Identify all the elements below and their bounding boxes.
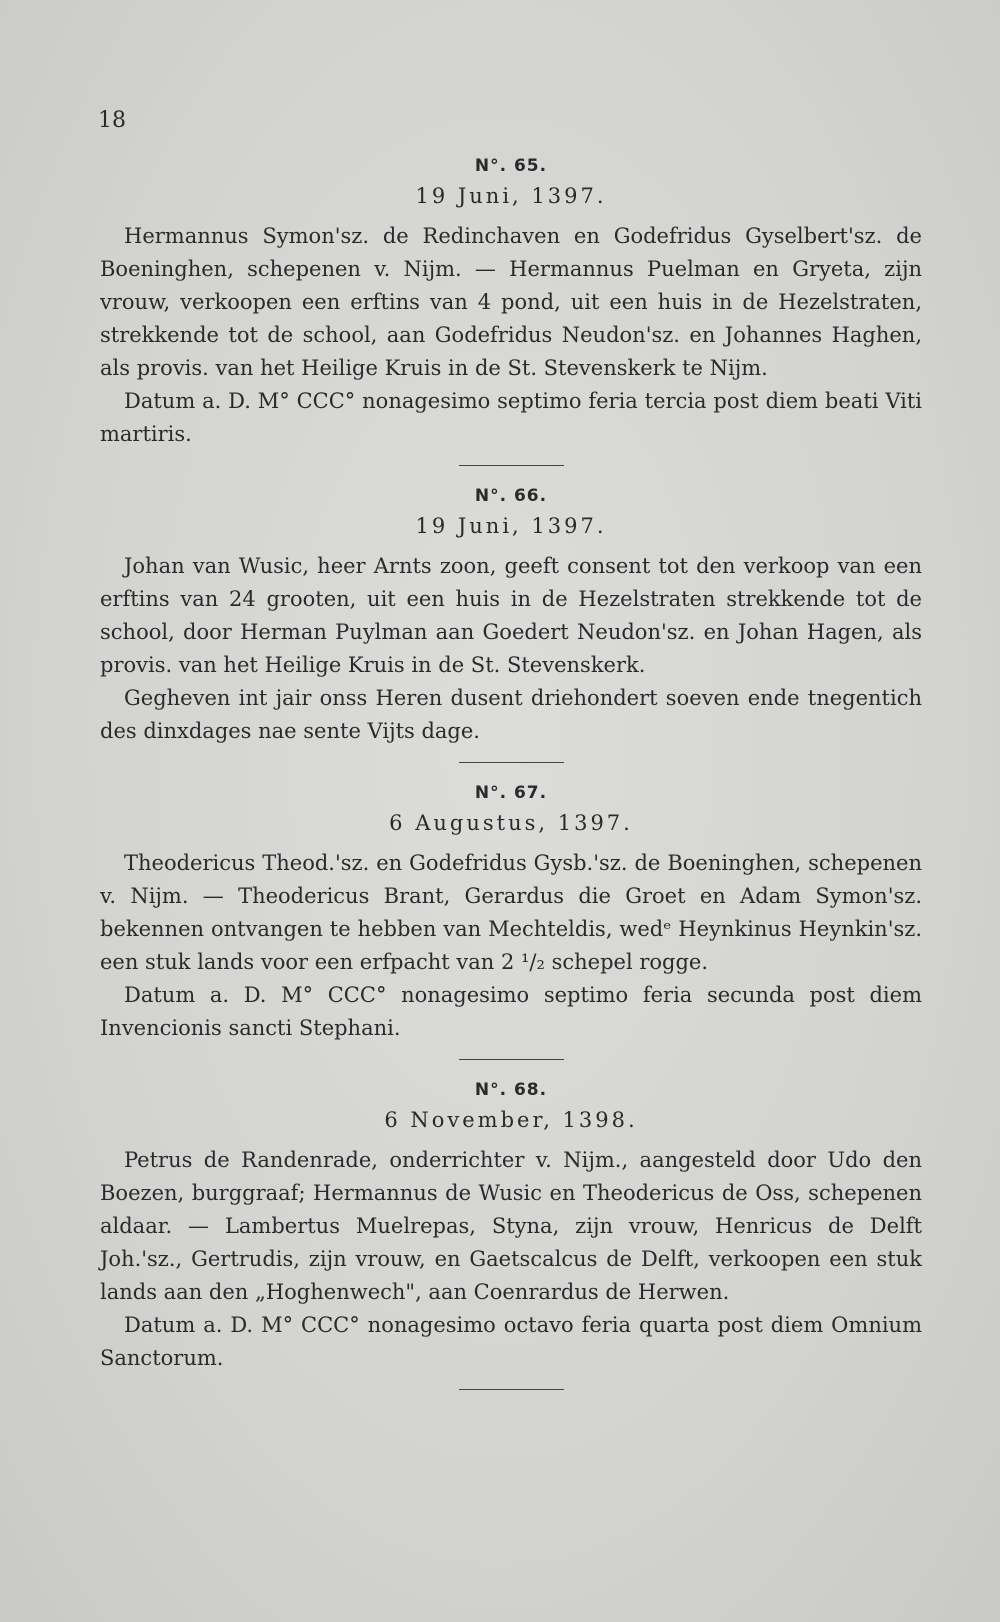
entry-number: N°. 68. [474, 1080, 548, 1100]
entry-dating-clause: Datum a. D. M° CCC° nonagesimo septimo feria secunda post diem Invencionis sancti Stephani. [100, 983, 922, 1040]
entry-separator [459, 1389, 564, 1390]
entry-67 [100, 783, 922, 1045]
entry-paragraph: Johan van Wusic, heer Arnts zoon, geeft consent tot den verkoop van een erftins van 24 grooten, uit een huis in de Hezelstraten strekkende tot de school, door Herman Puylman aan Goedert Neudon'sz. en Johan Hagen, als provis. van het Heilige Kruis in de St. Stevenskerk. [100, 554, 922, 677]
entry-separator [459, 465, 564, 466]
entry-paragraph: Petrus de Randenrade, onderrichter v. Nijm., aangesteld door Udo den Boezen, burggraaf; Hermannus de Wusic en Theodericus de Oss, schepenen aldaar. — Lambertus Muelrepas, Styna, zijn vrouw, Henricus de Delft Joh.'sz., Gertrudis, zijn vrouw, en Gaetscalcus de Delft, verkoopen een stuk lands aan den „Hoghenwech", aan Coenrardus de Herwen. [100, 1148, 922, 1304]
entry-number: N°. 66. [474, 486, 548, 506]
entry-dating-clause: Datum a. D. M° CCC° nonagesimo septimo feria tercia post diem beati Viti martiris. [100, 389, 922, 446]
entry-number: N°. 65. [474, 156, 548, 176]
entry-paragraph: Hermannus Symon'sz. de Redinchaven en Godefridus Gyselbert'sz. de Boeninghen, schepenen v. Nijm. — Hermannus Puelman en Gryeta, zijn vrouw, verkoopen een erftins van 4 pond, uit een huis in de Hezelstraten, strekkende tot de school, aan Godefridus Neudon'sz. en Johannes Haghen, als provis. van het Heilige Kruis in de St. Stevenskerk te Nijm. [100, 224, 922, 380]
entry-separator [459, 1059, 564, 1060]
entry-dating-clause: Datum a. D. M° CCC° nonagesimo octavo feria quarta post diem Omnium Sanctorum. [100, 1313, 922, 1370]
entry-65 [100, 156, 922, 451]
entry-68 [100, 1080, 922, 1375]
entry-date: 6 Augustus, 1397. [389, 811, 633, 835]
document-body [100, 156, 922, 1410]
entry-66 [100, 486, 922, 748]
entry-date: 19 Juni, 1397. [415, 184, 607, 208]
entry-dating-clause: Gegheven int jair onss Heren dusent driehondert soeven ende tnegentich des dinxdages nae sente Vijts dage. [100, 686, 922, 743]
entry-number: N°. 67. [474, 783, 548, 803]
entry-date: 6 November, 1398. [384, 1108, 638, 1132]
page-number: 18 [98, 108, 126, 133]
entry-separator [459, 762, 564, 763]
entry-paragraph: Theodericus Theod.'sz. en Godefridus Gysb.'sz. de Boeninghen, schepenen v. Nijm. — Theodericus Brant, Gerardus die Groet en Adam Symon'sz. bekennen ontvangen te hebben van Mechteldis, wedᵉ Heynkinus Heynkin'sz. een stuk lands voor een erfpacht van 2 ¹/₂ schepel rogge. [100, 851, 922, 974]
entry-date: 19 Juni, 1397. [415, 514, 607, 538]
